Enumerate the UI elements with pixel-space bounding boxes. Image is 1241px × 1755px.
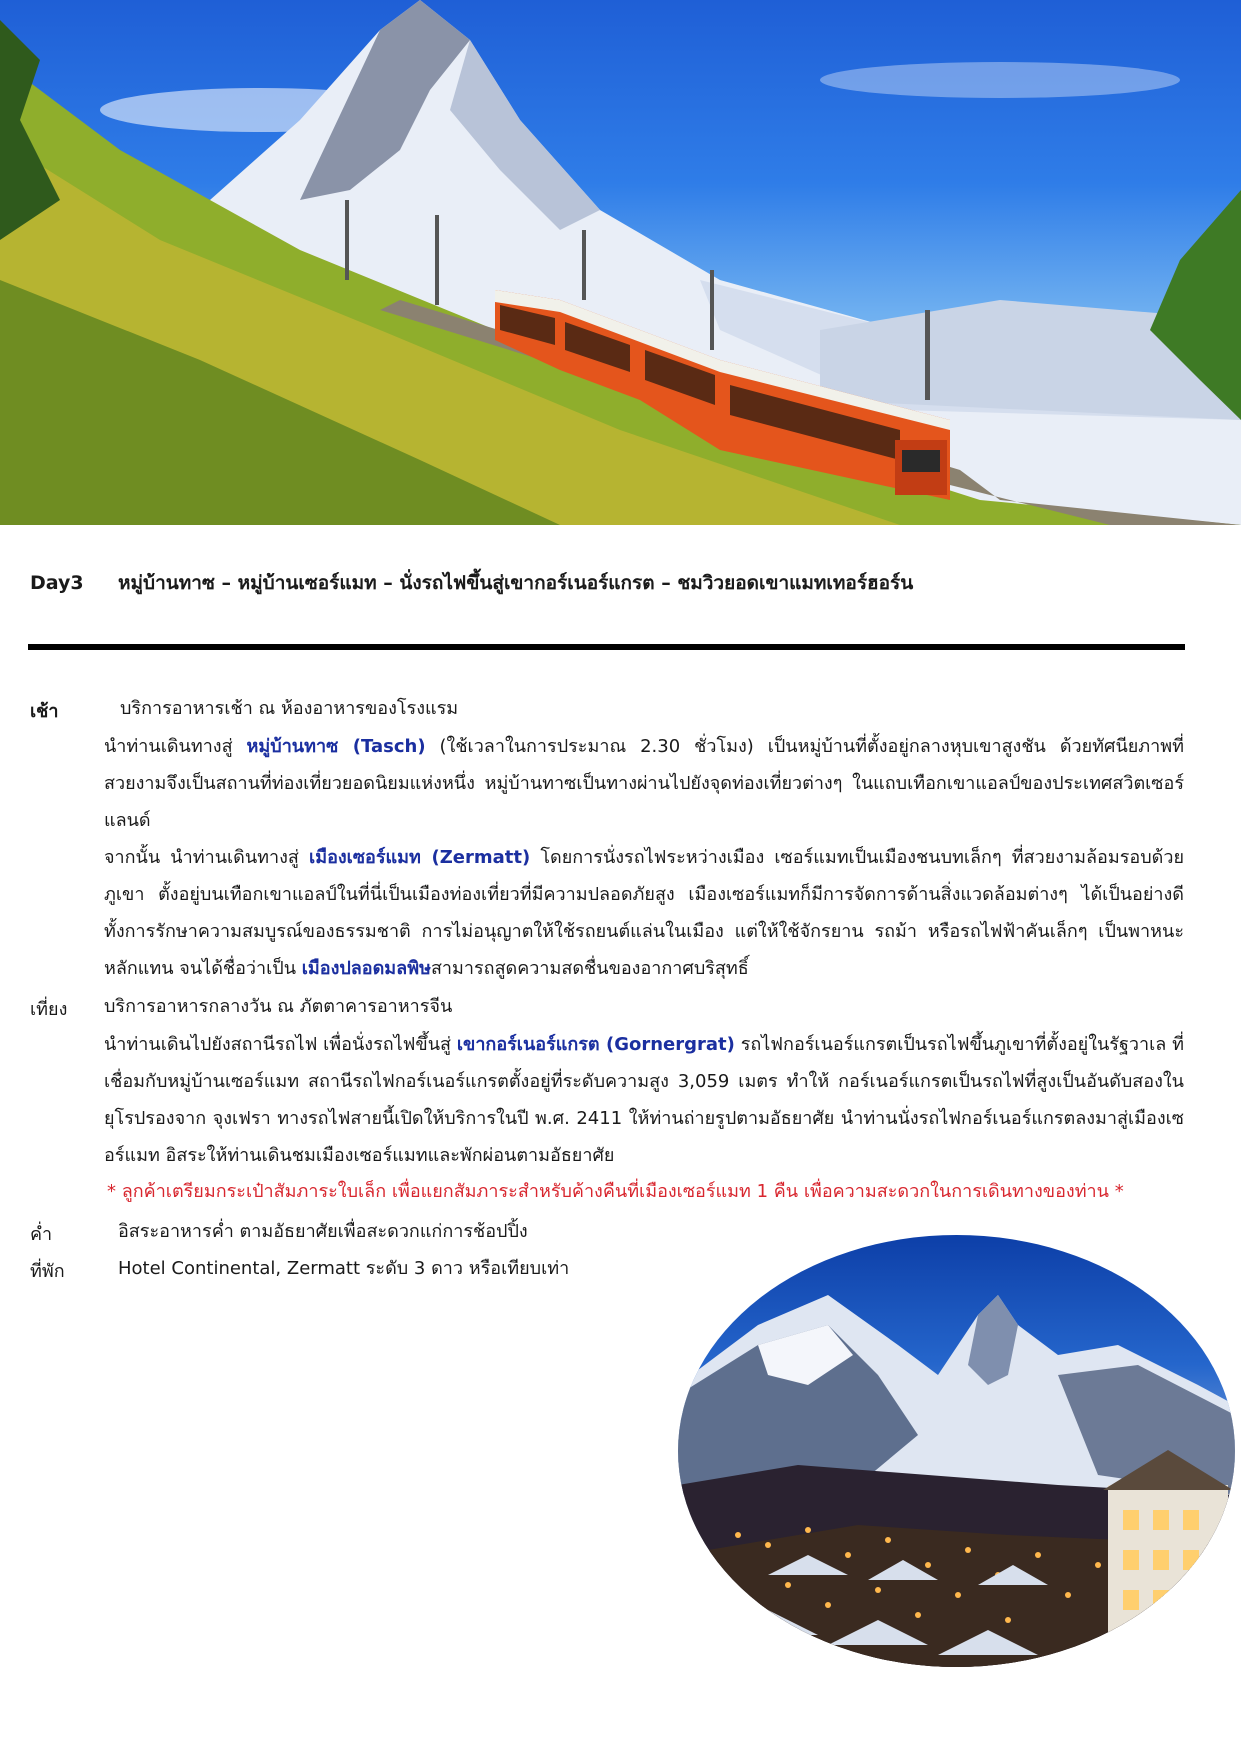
gornergrat-highlight: เขากอร์เนอร์แกรต (Gornergrat) <box>456 1034 735 1055</box>
pollution-free-highlight: เมืองปลอดมลพิษ <box>301 958 431 979</box>
noon-label: เที่ยง <box>30 999 68 1020</box>
morning-p2-before: จากนั้น นำท่านเดินทางสู่ <box>104 847 310 868</box>
morning-label: เช้า <box>30 701 59 722</box>
noon-meal: บริการอาหารกลางวัน ณ ภัตตาคารอาหารจีน <box>104 996 453 1017</box>
morning-p1-before: นำท่านเดินทางสู่ <box>104 736 247 757</box>
morning-paragraph-1 <box>104 728 1184 839</box>
morning-paragraph-2 <box>104 839 1184 987</box>
tasch-highlight: หมู่บ้านทาซ (Tasch) <box>246 736 426 757</box>
morning-p1-after: (ใช้เวลาในการประมาณ 2.30 ชั่วโมง) เป็นหมู่บ้านที่ตั้งอยู่กลางหุบเขาสูงชัน ด้วยทัศนียภาพที่สวยงามจึงเป็นสถานที่ท่องเที่ยวยอดนิยมแห่งหนึ่ง หมู่บ้านทาซเป็นทางผ่านไปยังจุดท่องเที่ยวต่างๆ ในแถบเทือกเขาแอลป์ของประเทศสวิตเซอร์แลนด์ <box>104 736 1185 831</box>
zermatt-highlight: เมืองเซอร์แมท (Zermatt) <box>309 847 531 868</box>
morning-meal: บริการอาหารเช้า ณ ห้องอาหารของโรงแรม <box>120 698 459 719</box>
header-photo <box>0 0 1241 525</box>
evening-text: อิสระอาหารค่ำ ตามอัธยาศัยเพื่อสะดวกแก่การช้อปปิ้ง <box>118 1221 528 1242</box>
zermatt-night-village-photo-icon <box>678 1235 1235 1667</box>
noon-p1-before: นำท่านเดินไปยังสถานีรถไฟ เพื่อนั่งรถไฟขึ้นสู่ <box>104 1034 457 1055</box>
morning-p2-after: สามารถสูดความสดชื่นของอากาศบริสุทธิ์ <box>430 958 749 979</box>
zermatt-night-photo <box>678 1235 1235 1667</box>
matterhorn-train-photo-icon <box>0 0 1241 525</box>
luggage-note: * ลูกค้าเตรียมกระเป๋าสัมภาระใบเล็ก เพื่อแยกสัมภาระสำหรับค้างคืนที่เมืองเซอร์แมท 1 คืน เพื่อความสะดวกในการเดินทางของท่าน * <box>107 1181 1124 1202</box>
morning-p2-middle: โดยการนั่งรถไฟระหว่างเมือง เซอร์แมทเป็นเมืองชนบทเล็กๆ ที่สวยงามล้อมรอบด้วยภูเขา ตั้งอยู่บนเทือกเขาแอลป์ในที่นี่เป็นเมืองท่องเที่ยวที่มีความปลอดภัยสูง เมืองเซอร์แมทก็มีการจัดการด้านสิ่งแวดล้อมต่างๆ ได้เป็นอย่างดี ทั้งการรักษาความสมบูรณ์ของธรรมชาติ การไม่อนุญาตให้ใช้รถยนต์แล่นในเมือง แต่ให้ใช้จักรยาน รถม้า หรือรถไฟฟ้าคันเล็กๆ เป็นพาหนะหลักแทน จนได้ชื่อว่าเป็น <box>104 847 1184 979</box>
heading-divider <box>28 644 1185 650</box>
noon-p1-after: รถไฟกอร์เนอร์แกรตเป็นรถไฟขึ้นภูเขาที่ตั้งอยู่ในรัฐวาเล ที่เชื่อมกับหมู่บ้านเซอร์แมท สถานีรถไฟกอร์เนอร์แกรตตั้งอยู่ที่ระดับความสูง 3,059 เมตร ทำให้ กอร์เนอร์แกรตเป็นรถไฟที่สูงเป็นอันดับสองในยุโรปรองจาก จุงเฟรา ทางรถไฟสายนี้เปิดให้บริการในปี พ.ศ. 2411 ให้ท่านถ่ายรูปตามอัธยาศัย นำท่านนั่งรถไฟกอร์เนอร์แกรตลงมาสู่เมืองเซอร์แมท อิสระให้ท่านเดินชมเมืองเซอร์แมทและพักผ่อนตามอัธยาศัย <box>104 1034 1184 1166</box>
day-number: Day3 <box>30 572 84 594</box>
noon-paragraph <box>104 1026 1184 1174</box>
hotel-label: ที่พัก <box>30 1261 65 1282</box>
day-heading <box>30 568 1210 600</box>
evening-label: ค่ำ <box>30 1224 53 1245</box>
hotel-text: Hotel Continental, Zermatt ระดับ 3 ดาว หรือเทียบเท่า <box>118 1258 570 1279</box>
day-title-text: หมู่บ้านทาซ – หมู่บ้านเซอร์แมท – นั่งรถไฟขึ้นสู่เขากอร์เนอร์แกรต – ชมวิวยอดเขาแมทเทอร์ฮอร์น <box>118 572 914 594</box>
